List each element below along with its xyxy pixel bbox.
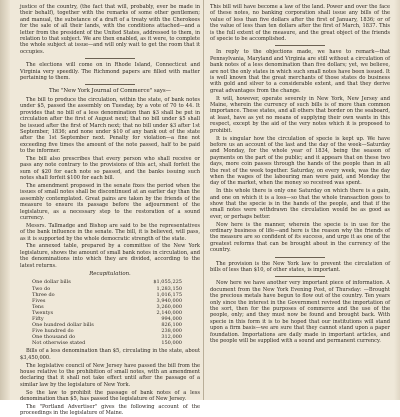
bill-amount: 1,283,150 (156, 285, 182, 292)
bill-label: Tens (32, 303, 44, 310)
article-paragraph: Now here is the manner, wherein the specie is in use for the ordinary business of life—and here is the reason why the friends of the measure are so confident of its success, and urge it as one of the greatest reforms that can be brought about in the currency of the country. (210, 221, 390, 254)
bill-amount: 3,260,000 (156, 303, 182, 310)
bill-label: One hundred dollar bills (32, 322, 94, 329)
bill-label: One dollar bills (32, 279, 71, 286)
left-column (20, 4, 200, 417)
article-paragraph: The "Portland Advertiser" gives the following account of the proceedings in the legislature of Maine. (20, 403, 200, 417)
paper-edge-left (0, 0, 10, 400)
bill-amount: 312,000 (161, 334, 182, 341)
section-divider (275, 45, 325, 46)
bill-amount: 2,140,000 (156, 309, 182, 316)
article-paragraph: So the law to prohibit the passage of bank notes of a less denomination than $5, has passed the legislature of New Jersey. (20, 389, 200, 403)
bill-amount: $1,055,225 (153, 279, 182, 286)
article-paragraph: The bill to produce the circulation, within the state, of bank notes under $5, passed the assembly on Tuesday, by a vote of 70 to 44. It provides that no bill of a less denomination than $3 shall be put in circulation after the first of August next; that no bill under $5 shall be issued after the first of March next; that no bill under $3 after 1st September, 1836; and none under $10 of any bank out of the state after the 1st September next. Penalty for violation—a fine not exceeding five times the amount of the note passed, half to be paid to the informer. (20, 96, 200, 155)
article-paragraph: Messrs. Tallmadge and Bishop are said to be the representatives of the bank influence in the senate. The bill, it is believed, will pass, as it is supported by the whole democratic strength of the state. (20, 222, 200, 242)
bill-amount: 3,940,000 (156, 297, 182, 304)
bill-label: Twentys (32, 309, 54, 316)
bill-label: Two do (32, 285, 51, 292)
article-paragraph: The annexed table, prepared by a committee of the New York legislature, shows the amount of small bank notes in circulation, and the denominations into which they are divided, according to the latest returns. (20, 243, 200, 269)
bills-note: Bills of a less denomination than $5, circulating in the state, about $3,450,000. (20, 348, 200, 361)
table-row (32, 340, 182, 346)
article-paragraph: In reply to the objections made, we have to remark—that Pennsylvania, Maryland and Virginia are still without a circulation of bank notes of a less denomination than five dollars; yet, we believe, are not the only states in which such small notes have been issued. It is well known that the great merchants of those states do business with gold and silver to a considerable extent, and that they derive great advantages from the change. (210, 49, 390, 94)
bill-label: Not otherwise stated (32, 340, 86, 347)
article-paragraph: It is singular how the circulation of specie is kept up. We have before us an account of the last and the day of the week—Saturday and Monday, for the whole year of 1834, being the season of payments on the part of the public; and it appears that on these two days, more coin passes through the hands of the people than in all the rest of the week together. Saturday, on every week, was the day when the wages of the labouring man were paid, and Monday the day of the market, when the money so received was spent. (210, 135, 390, 187)
bills-table (32, 279, 182, 346)
bill-amount: 238,000 (161, 328, 182, 335)
bill-label: One thousand do (32, 334, 76, 341)
bill-amount: 994,000 (161, 315, 182, 322)
bill-amount: 1,016,175 (156, 291, 182, 298)
bill-label: Five hundred do (32, 328, 74, 335)
article-paragraph: The legislative council of New Jersey have passed the bill from the house relative to the prohibition of small notes, with an amendment declaring that it shall not take effect until after the passage of a similar law by the legislature of New York. (20, 362, 200, 388)
article-paragraph: The bill also prescribes that every person who shall receive or pass any note contrary to the provisions of this act, shall forfeit the sum of $20 for each note so passed, and the banks issuing such notes shall forfeit $100 for each bill. (20, 155, 200, 182)
bill-label: Three do (32, 291, 55, 298)
bill-amount: 826,100 (161, 322, 182, 329)
paper-edge-right (394, 0, 400, 400)
bill-label: Fifty (32, 315, 44, 322)
elections-note: The elections will come on in Rhode Island, Connecticut and Virginia very speedily. The Richmond papers are filled with matter pertaining to them. (20, 62, 200, 82)
section-divider (85, 84, 135, 85)
column-rule (203, 0, 204, 400)
article-paragraph: It will, however, operate severely in New York, New Jersey and Maine, wherein the currency of such bills is of more than common importance. These states, and all others that border on the seaboard, at least, have as yet no means of supplying their own wants in this respect, except by the aid of the very notes which it is proposed to prohibit. (210, 95, 390, 134)
right-top-paragraph: This bill will have become a law of the land. Power and over the face of these notes, no banking corporation shall issue any bills of the value of less than five dollars after the first of January, 1836; or of the value of less than ten dollars after the first of March, 1837. This is the full extent of the measure, and the great object of the friends of specie to be accomplished. (210, 4, 390, 43)
article-paragraph: The provision is the New York law to prevent the circulation of bills of less than $10, of other states, is important. (210, 260, 390, 273)
bill-label: Fives (32, 297, 46, 304)
article-paragraph: In this whole there is only one Saturday on which there is a gain, and one on which it is a loss—so that the whole transaction goes to show that the specie is in the hands of the people, and that if the small notes were withdrawn the circulation would be as good as ever, or perhaps better. (210, 188, 390, 220)
recap-title: Recapitulation. (89, 271, 131, 277)
article-paragraph: Now here we have another very important piece of information. A document from the New York Evening Post, of Thursday: —Brought the precious metals have begun to flow out of the country. Ten years only since the interest in the Government revived the importation of the sort, then for the purposes of commerce and the use of the people, only; and they must now be found and brought back. With specie in this form it is to be hoped that our institutions will stand upon a firm basis—we are sure that they cannot stand upon a paper foundation. Importations are daily made in important articles, and the people will be supplied with a sound and permanent currency. (210, 280, 390, 345)
section-divider (275, 257, 325, 258)
section-divider (275, 276, 325, 277)
section-title: The "New York Journal of Commerce" says— (48, 88, 172, 95)
section-divider (85, 58, 135, 59)
right-column (210, 4, 390, 396)
bill-amount: 150,000 (161, 340, 182, 347)
article-paragraph: The amendment proposed in the senate fixes the period when the issues of small notes shall be discontinued at an earlier day than the assembly contemplated. Great pains are taken by the friends of the measure to ensure its passage before the adjournment of the legislature, as a necessary step to the restoration of a sound currency. (20, 182, 200, 221)
left-top-paragraph: justice of the country, (the fact that will, probably, ever be made in their behalf), together with the remarks of some other gentlemen; and manual, the substance of a draft of a treaty with the Cherokees for the sale of all their lands, with the conditions attached—and a letter from the president of the United States, addressed to them, in relation to that subject. We are then enabled, as it were, to complete the whole subject at issue—and will only wait to get the room that it occupies. (20, 4, 200, 55)
